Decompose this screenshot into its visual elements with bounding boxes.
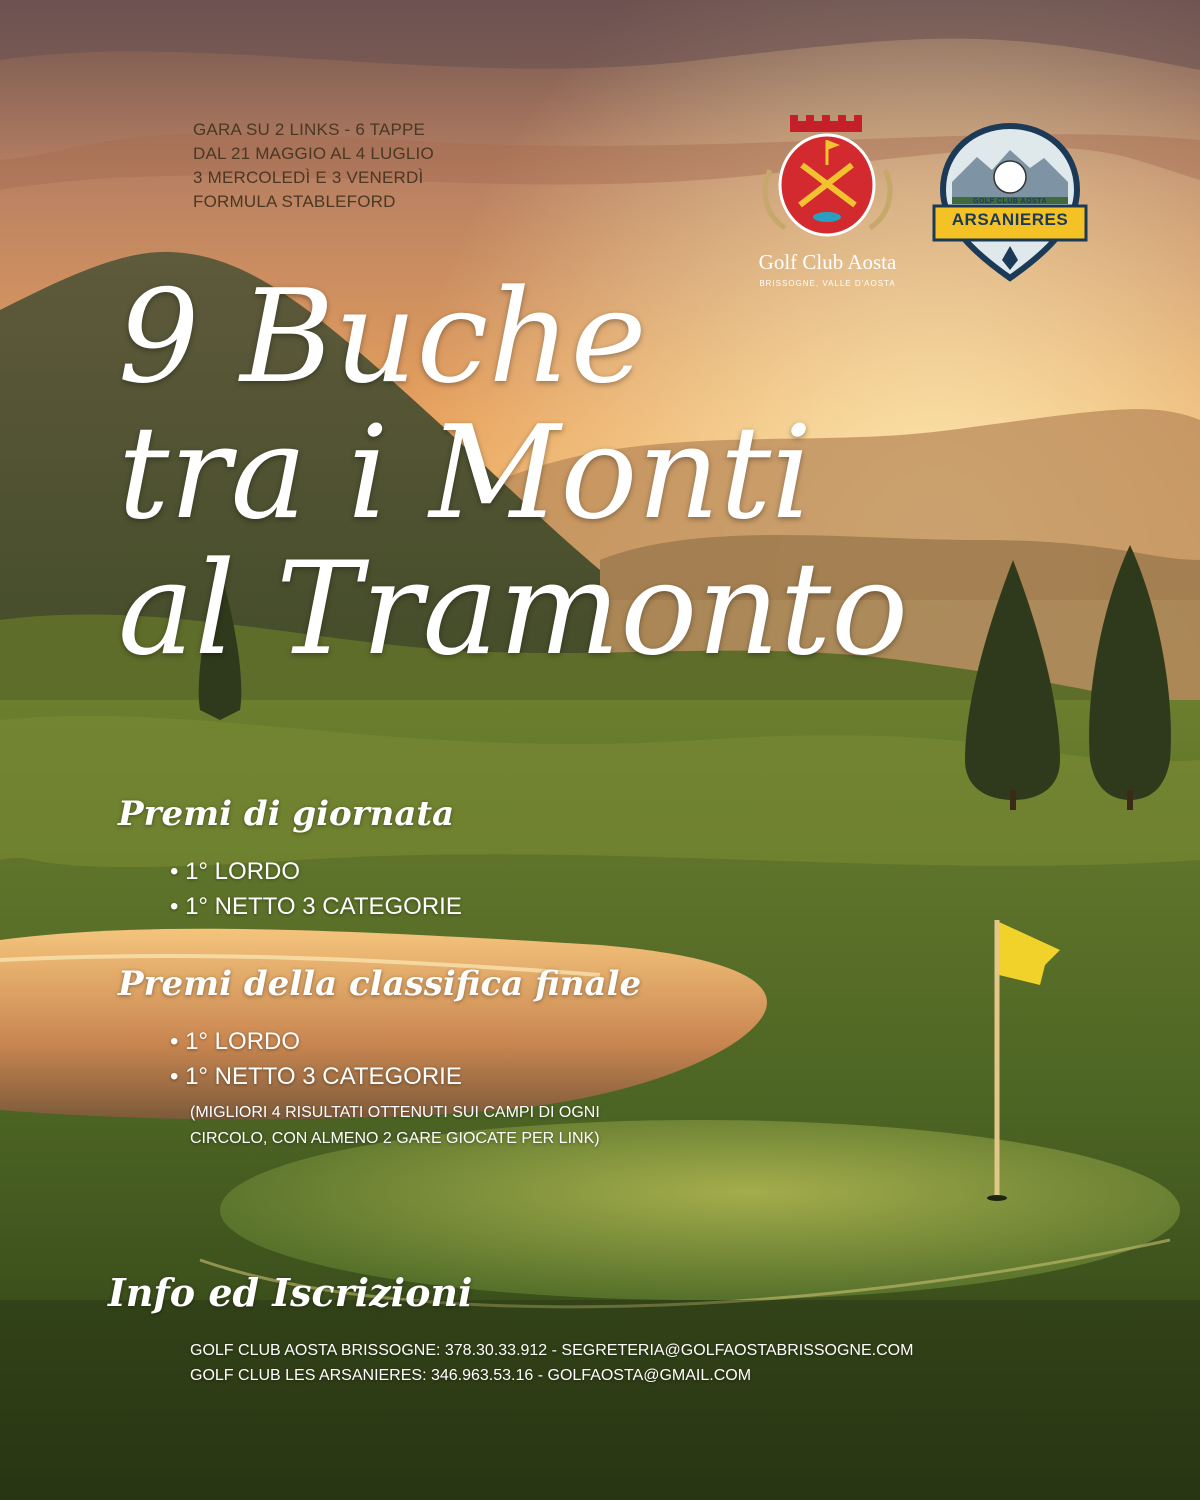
- contact-line: GOLF CLUB AOSTA BRISSOGNE: 378.30.33.912 - SEGRETERIA@GOLFAOSTABRISSOGNE.COM: [190, 1342, 914, 1359]
- note-line: CIRCOLO, CON ALMENO 2 GARE GIOCATE PER LINK): [190, 1130, 600, 1147]
- contact-line: GOLF CLUB LES ARSANIERES: 346.963.53.16 - GOLFAOSTA@GMAIL.COM: [190, 1367, 752, 1384]
- title-line: 9 Buche: [118, 263, 647, 412]
- list-item: • 1° NETTO 3 CATEGORIE: [170, 1063, 462, 1090]
- event-info-line: FORMULA STABLEFORD: [193, 192, 396, 211]
- daily-prizes-heading: Premi di giornata: [118, 794, 455, 834]
- info-heading: Info ed Iscrizioni: [108, 1270, 473, 1315]
- event-info-line: 3 MERCOLEDÌ E 3 VENERDÌ: [193, 168, 424, 187]
- list-item: • 1° LORDO: [170, 858, 301, 885]
- final-prizes-list: [170, 1024, 462, 1094]
- poster-title: [118, 263, 909, 684]
- badge-small-label: GOLF CLUB AOSTA: [973, 198, 1047, 205]
- title-line: tra i Monti: [118, 399, 813, 548]
- title-line: al Tramonto: [118, 535, 909, 684]
- badge-big-label: ARSANIERES: [951, 210, 1069, 229]
- event-info-line: GARA SU 2 LINKS - 6 TAPPE: [193, 120, 426, 139]
- club-location: BRISSOGNE, VALLE D'AOSTA: [759, 279, 896, 288]
- list-item: • 1° LORDO: [170, 1028, 301, 1055]
- daily-prizes-list: [170, 854, 462, 924]
- event-info: [193, 118, 434, 214]
- contacts: [190, 1338, 913, 1388]
- arsanieres-logo: [932, 122, 1088, 282]
- note-line: (MIGLIORI 4 RISULTATI OTTENUTI SUI CAMPI DI OGNI: [190, 1104, 600, 1121]
- list-item: • 1° NETTO 3 CATEGORIE: [170, 893, 462, 920]
- final-prizes-note: [190, 1100, 600, 1152]
- final-prizes-heading: Premi della classifica finale: [118, 964, 642, 1004]
- crest-icon: [740, 110, 915, 250]
- event-info-line: DAL 21 MAGGIO AL 4 LUGLIO: [193, 144, 434, 163]
- club-name: Golf Club Aosta: [758, 250, 897, 274]
